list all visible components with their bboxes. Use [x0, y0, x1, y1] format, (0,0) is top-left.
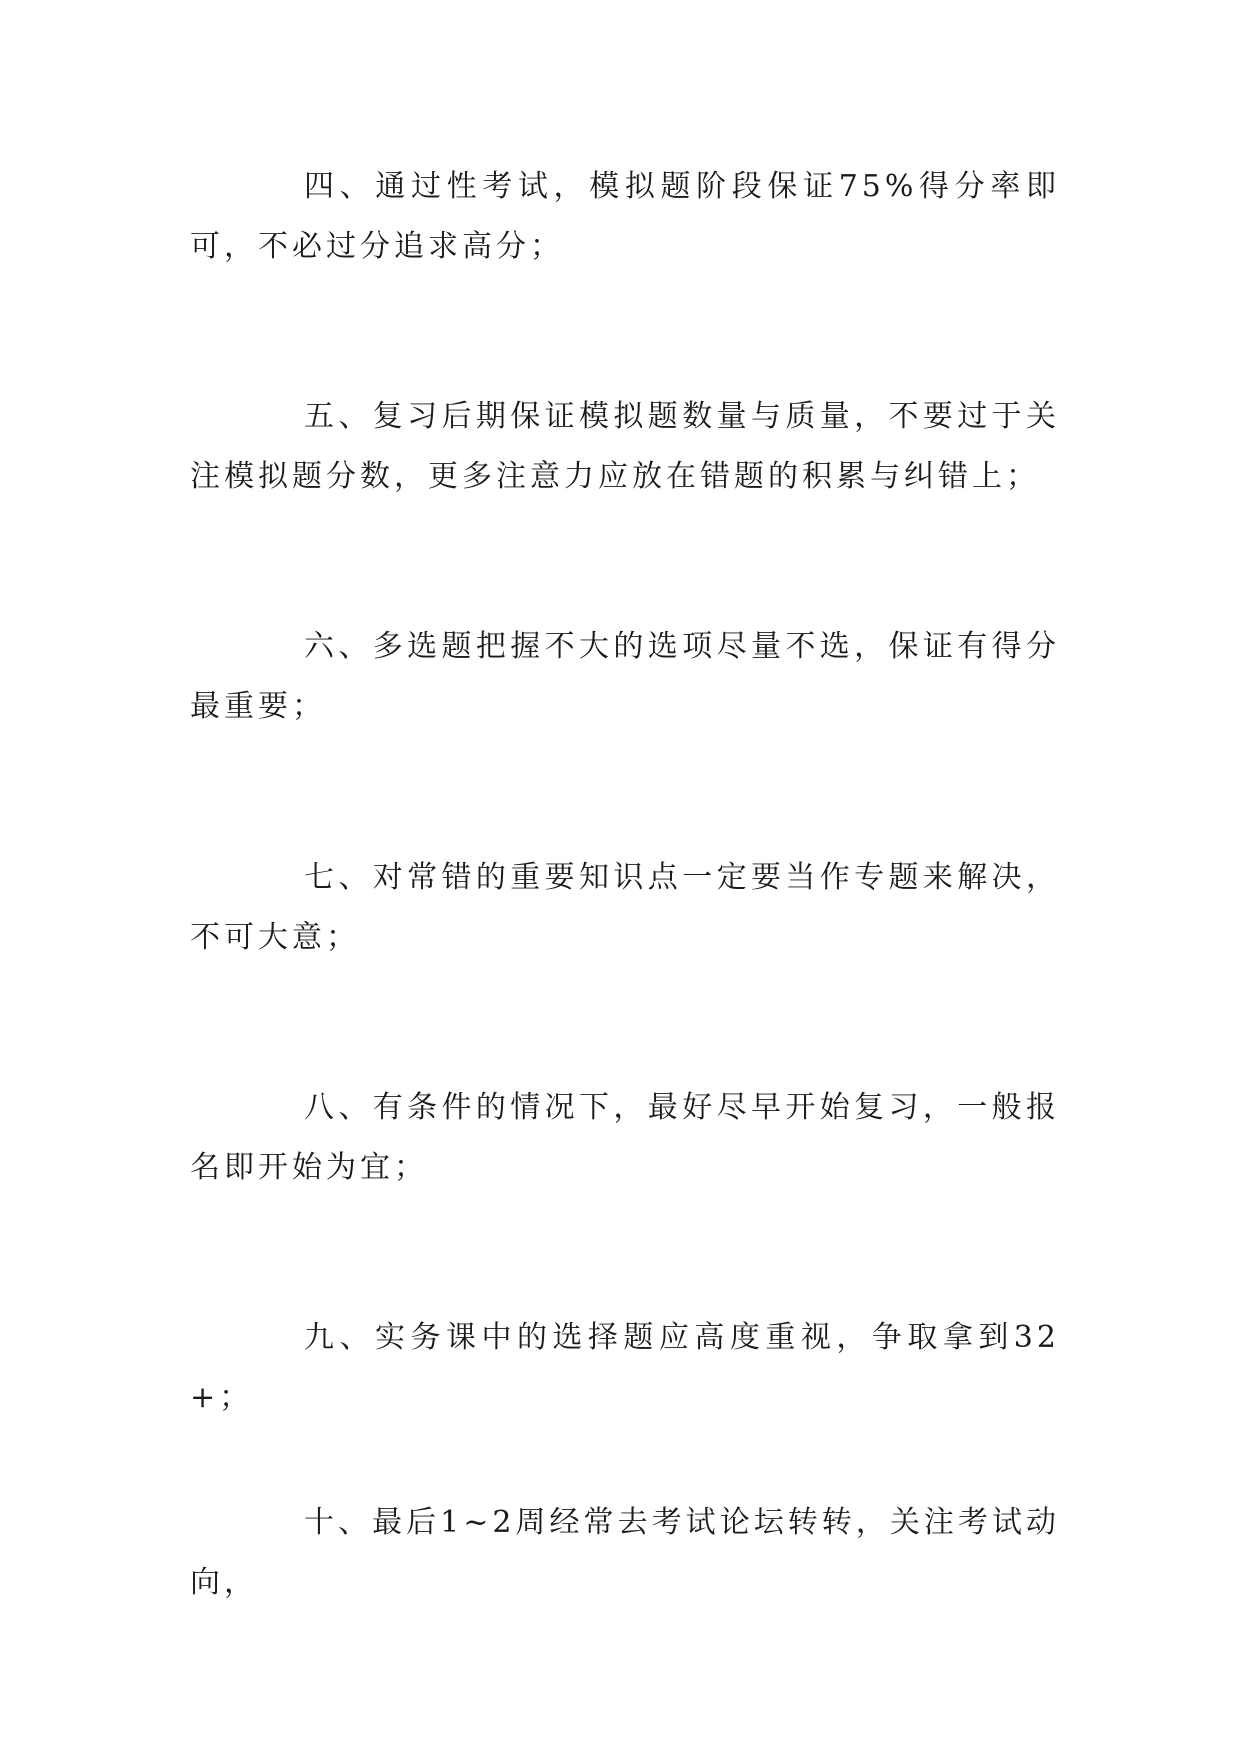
- paragraph-10: 十、最后1~2周经常去考试论坛转转，关注考试动向，: [190, 1505, 1060, 1600]
- paragraph-8: 八、有条件的情况下，最好尽早开始复习，一般报名即开始为宜；: [190, 1090, 1060, 1185]
- paragraph-6: 六、多选题把握不大的选项尽量不选，保证有得分最重要；: [190, 629, 1060, 724]
- paragraph-9: 九、实务课中的选择题应高度重视，争取拿到32+；: [190, 1320, 1060, 1415]
- paragraph-7: 七、对常错的重要知识点一定要当作专题来解决，不可大意；: [190, 860, 1060, 955]
- paragraph-5: 五、复习后期保证模拟题数量与质量，不要过于关注模拟题分数，更多注意力应放在错题的积累与纠错上；: [190, 399, 1060, 494]
- paragraph-4: 四、通过性考试，模拟题阶段保证75%得分率即可，不必过分追求高分；: [190, 169, 1060, 264]
